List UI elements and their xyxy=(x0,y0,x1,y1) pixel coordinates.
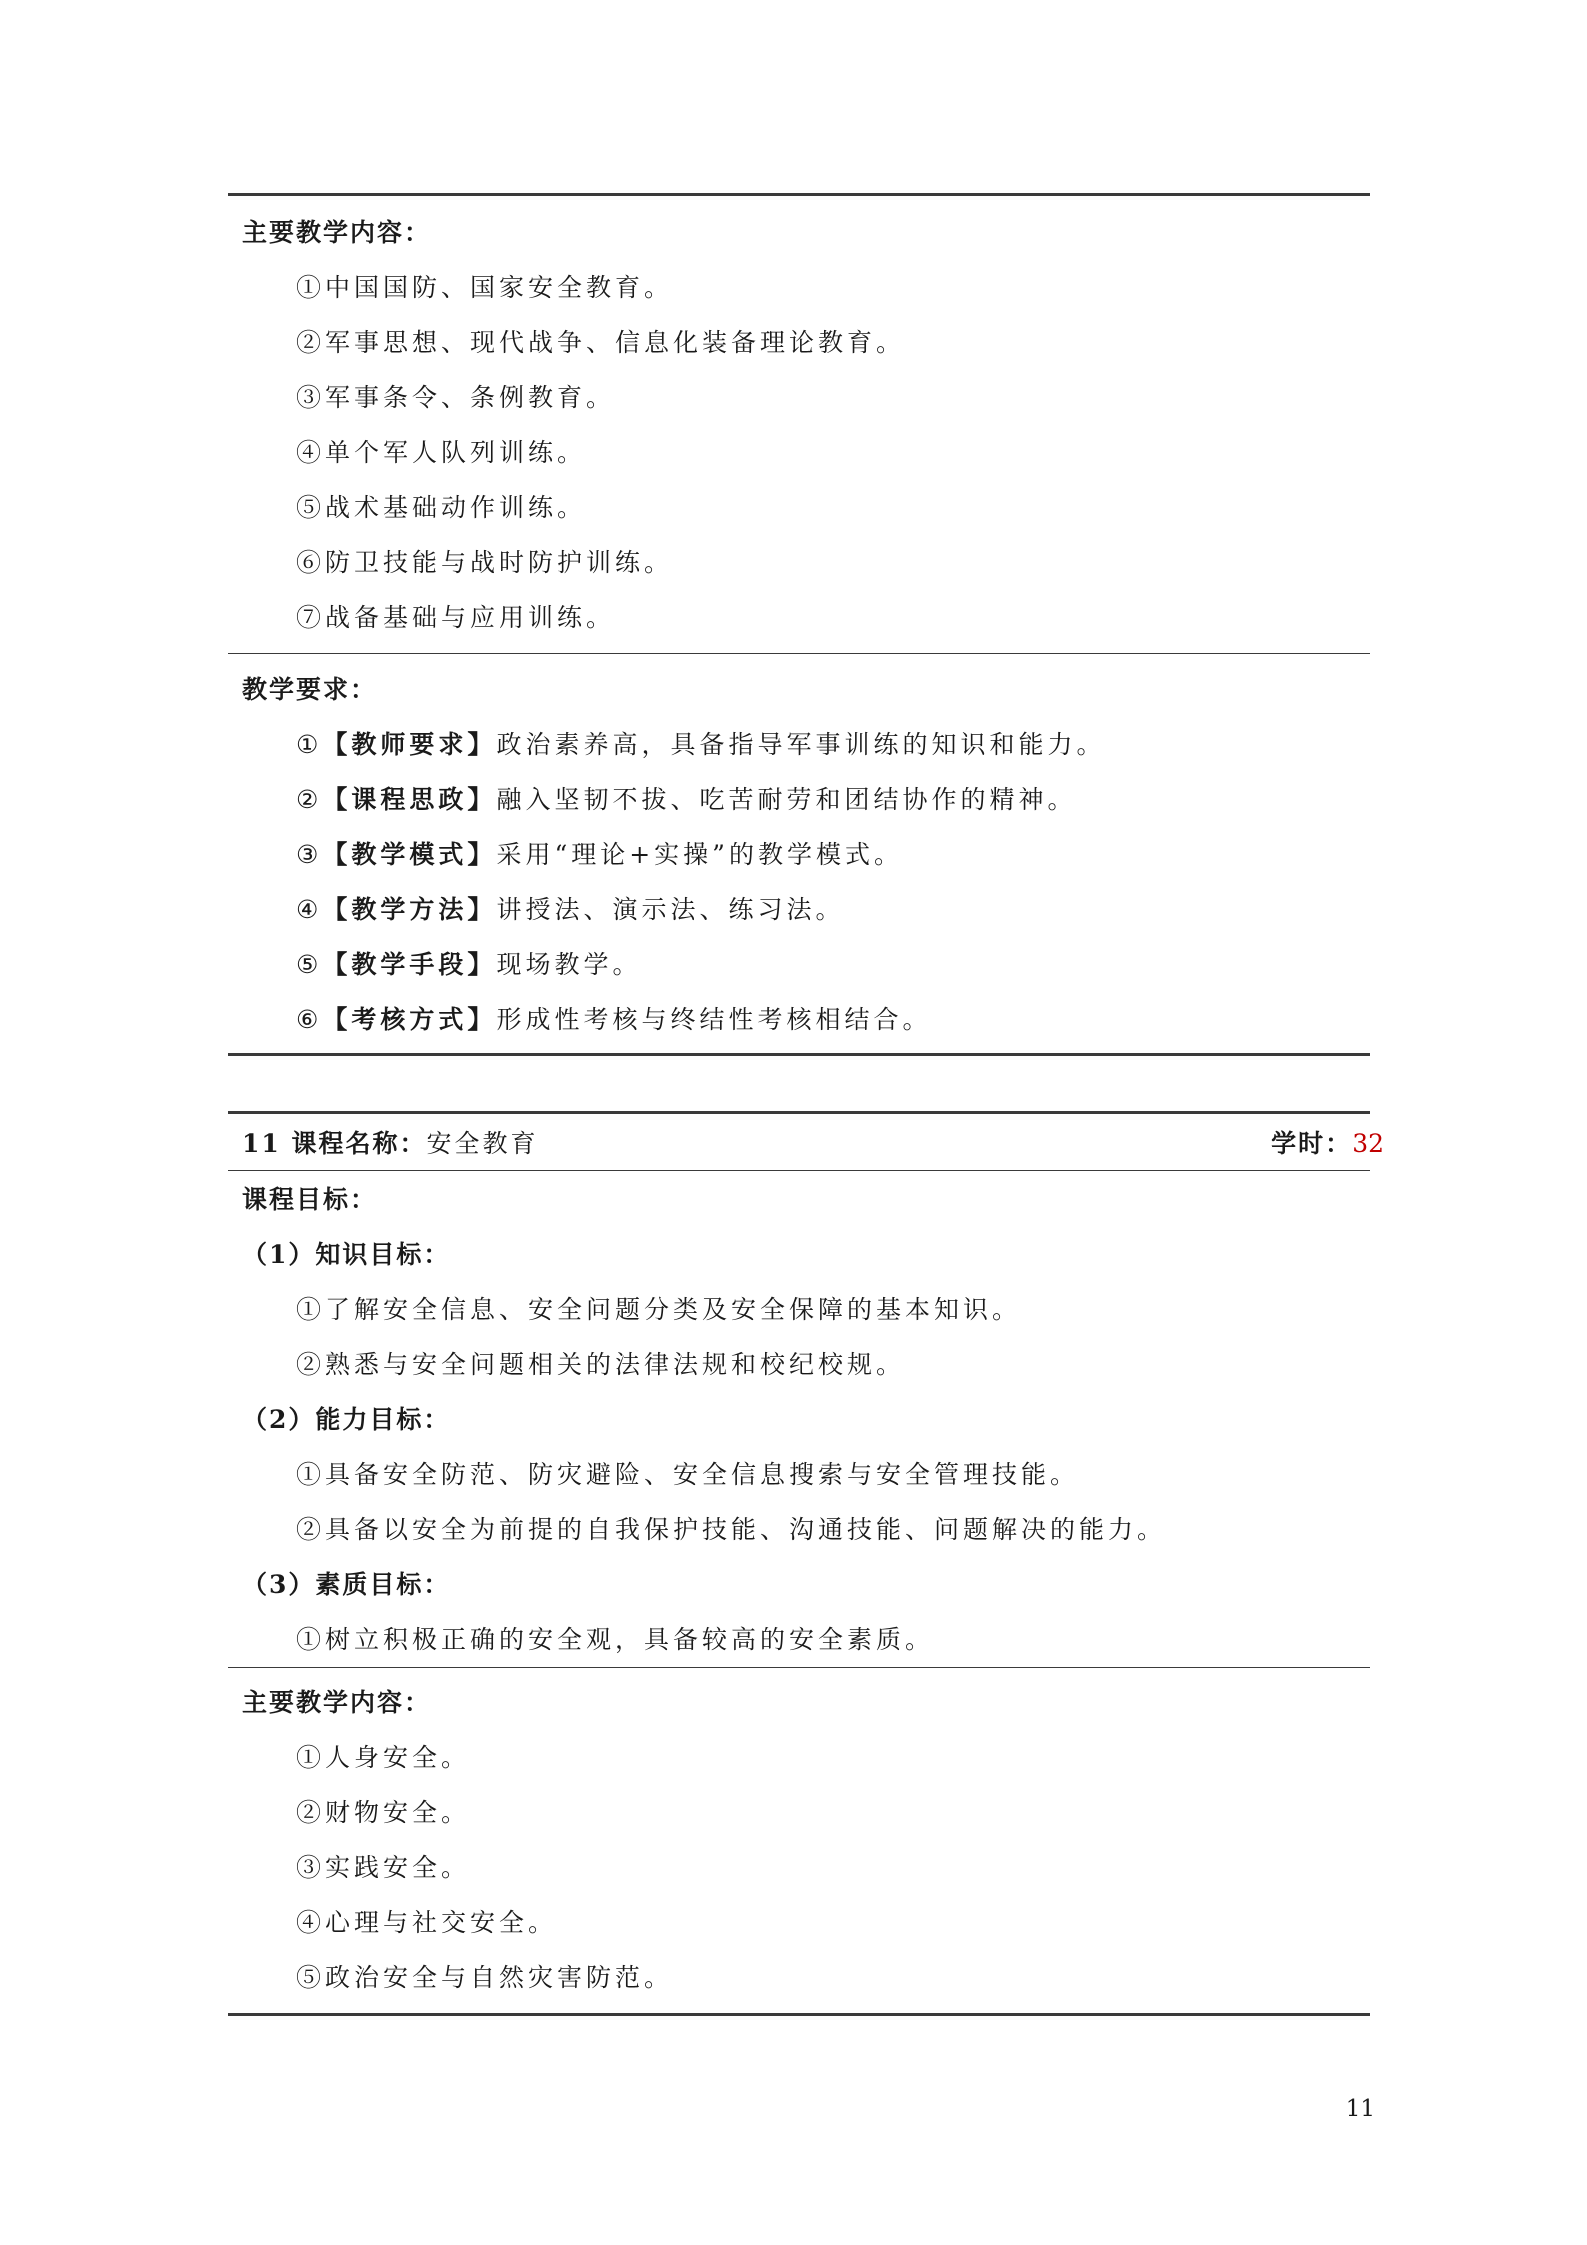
content-item: ⑥防卫技能与战时防护训练。 xyxy=(296,548,674,577)
requirement-item xyxy=(228,882,1370,937)
requirements-section xyxy=(228,662,1370,1047)
course-header-divider xyxy=(228,1170,1370,1171)
content-item: ④单个军人队列训练。 xyxy=(296,438,587,467)
top-content-section xyxy=(228,205,1370,645)
content-heading: 主要教学内容： xyxy=(242,1688,432,1717)
top-rule xyxy=(228,193,1370,196)
content-item: ⑦战备基础与应用训练。 xyxy=(296,603,616,632)
requirement-num: ⑥ xyxy=(296,1005,323,1034)
course-content-section xyxy=(228,1675,1370,2005)
course-hours-label: 学时： xyxy=(1271,1129,1353,1158)
ability-item: ②具备以安全为前提的自我保护技能、沟通技能、问题解决的能力。 xyxy=(296,1515,1167,1544)
requirement-tag: 【课程思政】 xyxy=(322,785,497,814)
section-divider xyxy=(228,1667,1370,1668)
content-item: ⑤政治安全与自然灾害防范。 xyxy=(296,1963,674,1992)
page-number: 11 xyxy=(1345,2096,1375,2122)
content-heading: 主要教学内容： xyxy=(242,218,432,247)
requirement-text: 政治素养高，具备指导军事训练的知识和能力。 xyxy=(496,730,1106,759)
requirement-num: ② xyxy=(296,785,323,814)
requirement-text: 融入坚韧不拔、吃苦耐劳和团结协作的精神。 xyxy=(496,785,1077,814)
requirement-tag: 【教学模式】 xyxy=(322,840,497,869)
requirement-num: ④ xyxy=(296,895,323,924)
knowledge-heading: （1）知识目标： xyxy=(242,1240,451,1269)
requirements-heading: 教学要求： xyxy=(242,675,378,704)
course-name-label: 11 课程名称： xyxy=(242,1129,427,1158)
requirement-num: ① xyxy=(296,730,323,759)
content-item: ③实践安全。 xyxy=(296,1853,471,1882)
requirement-item xyxy=(228,827,1370,882)
top-section-bottom-rule xyxy=(228,1053,1370,1056)
course-name-value: 安全教育 xyxy=(426,1129,539,1158)
content-item: ②军事思想、现代战争、信息化装备理论教育。 xyxy=(296,328,906,357)
content-item: ②财物安全。 xyxy=(296,1798,471,1827)
requirement-item xyxy=(228,772,1370,827)
quality-item: ①树立积极正确的安全观，具备较高的安全素质。 xyxy=(296,1625,935,1654)
requirement-tag: 【教学方法】 xyxy=(322,895,497,924)
ability-heading: （2）能力目标： xyxy=(242,1405,451,1434)
section-divider xyxy=(228,653,1370,654)
course-hours xyxy=(1271,1124,1384,1160)
content-item: ③军事条令、条例教育。 xyxy=(296,383,616,412)
requirement-item xyxy=(228,937,1370,992)
course-bottom-rule xyxy=(228,2013,1370,2016)
requirement-text: 现场教学。 xyxy=(496,950,642,979)
course-title-row xyxy=(228,1114,1422,1170)
requirement-num: ⑤ xyxy=(296,950,323,979)
content-item: ①人身安全。 xyxy=(296,1743,471,1772)
requirement-num: ③ xyxy=(296,840,323,869)
requirement-item xyxy=(228,717,1370,772)
content-item: ①中国国防、国家安全教育。 xyxy=(296,273,674,302)
knowledge-item: ①了解安全信息、安全问题分类及安全保障的基本知识。 xyxy=(296,1295,1022,1324)
requirement-tag: 【教学手段】 xyxy=(322,950,497,979)
content-item: ④心理与社交安全。 xyxy=(296,1908,558,1937)
content-item: ⑤战术基础动作训练。 xyxy=(296,493,587,522)
objectives-heading: 课程目标： xyxy=(242,1185,378,1214)
course-hours-value: 32 xyxy=(1352,1129,1384,1158)
quality-heading: （3）素质目标： xyxy=(242,1570,451,1599)
requirement-tag: 【考核方式】 xyxy=(322,1005,497,1034)
objectives-section xyxy=(228,1172,1370,1667)
requirement-text: 采用“理论+实操”的教学模式。 xyxy=(496,840,903,869)
requirement-tag: 【教师要求】 xyxy=(322,730,497,759)
ability-item: ①具备安全防范、防灾避险、安全信息搜索与安全管理技能。 xyxy=(296,1460,1080,1489)
knowledge-item: ②熟悉与安全问题相关的法律法规和校纪校规。 xyxy=(296,1350,906,1379)
course-name xyxy=(242,1124,539,1160)
requirement-text: 形成性考核与终结性考核相结合。 xyxy=(496,1005,932,1034)
requirement-item xyxy=(228,992,1370,1047)
requirement-text: 讲授法、演示法、练习法。 xyxy=(496,895,845,924)
